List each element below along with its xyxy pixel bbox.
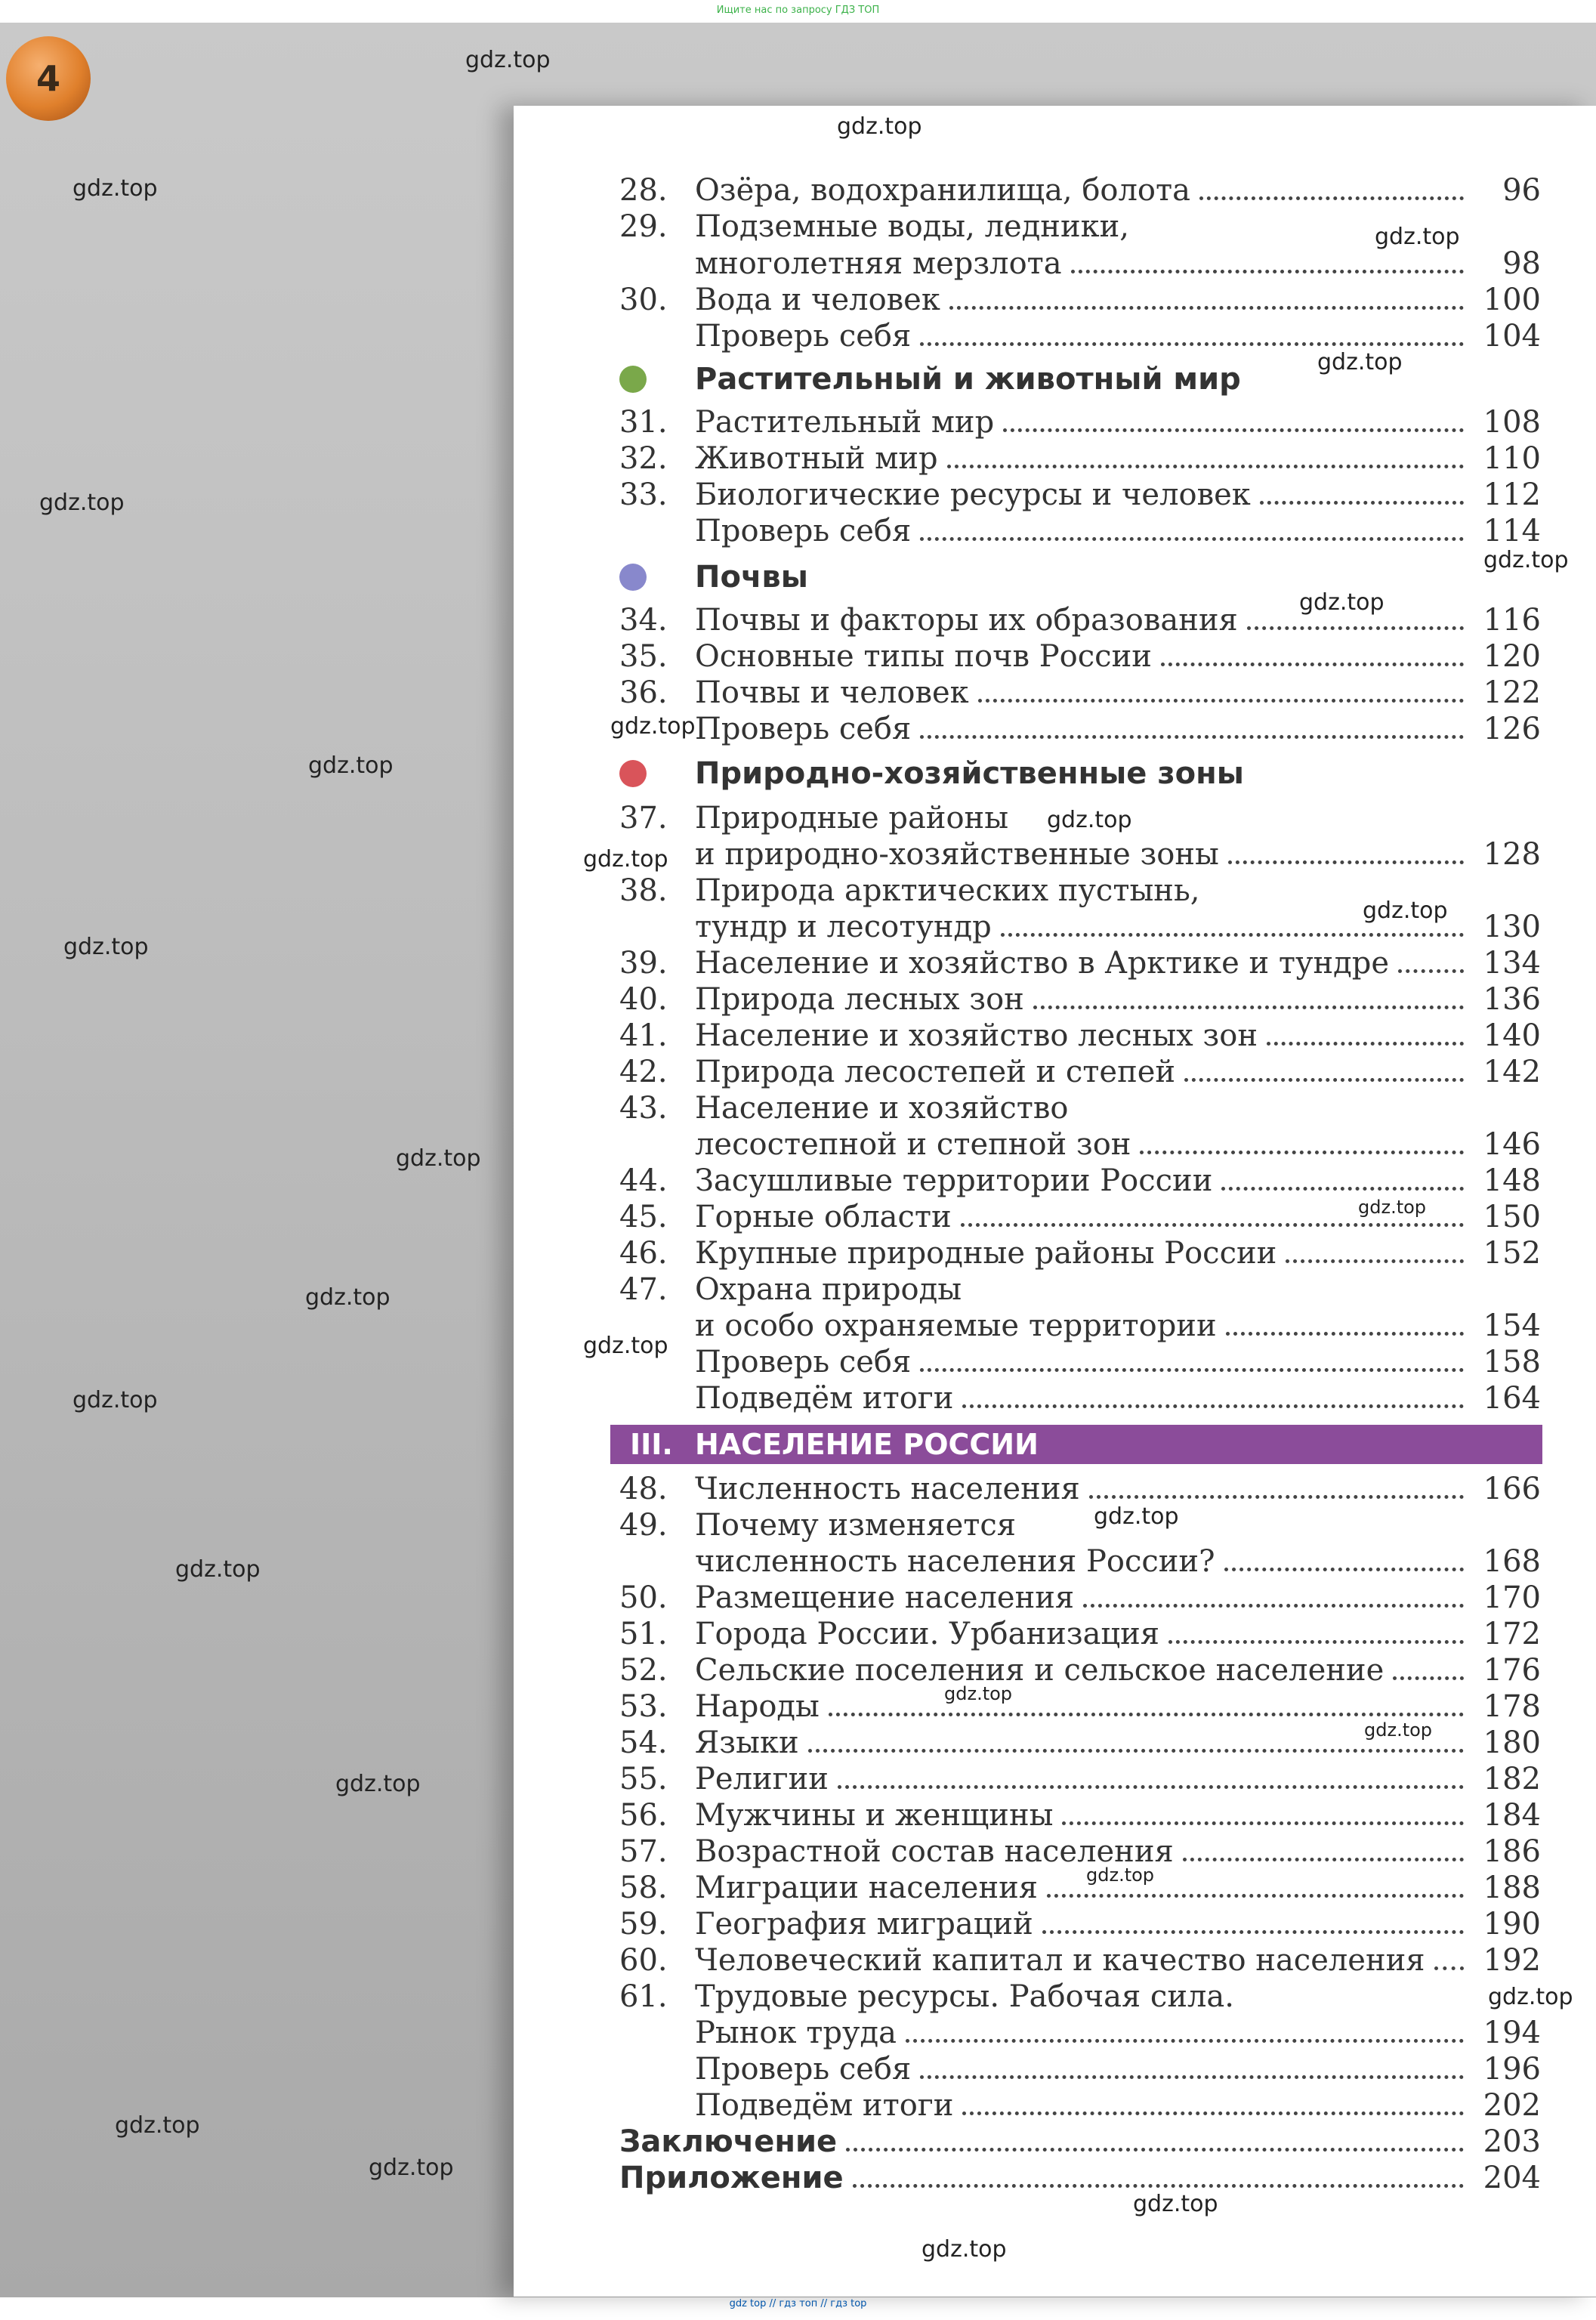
- toc-entry: [619, 438, 1541, 476]
- toc-title: Население и хозяйство лесных зон: [695, 1018, 1258, 1053]
- toc-title: Заключение: [619, 2124, 838, 2159]
- toc-page: 104: [1483, 319, 1541, 354]
- toc-page: 148: [1483, 1163, 1541, 1198]
- toc-title: Природные районы: [695, 801, 1009, 836]
- toc-entry: [619, 474, 1541, 512]
- watermark: gdz.top: [369, 2155, 454, 2181]
- toc-leader: [1247, 626, 1464, 630]
- section-title: Почвы: [695, 560, 808, 595]
- toc-number: 43.: [619, 1091, 668, 1126]
- toc-entry: [619, 1904, 1541, 1942]
- toc-page: 140: [1483, 1018, 1541, 1053]
- toc-title: Растительный мир: [695, 405, 995, 440]
- toc-number: 50.: [619, 1580, 668, 1615]
- toc-number: 56.: [619, 1798, 668, 1833]
- toc-title: Приложение: [619, 2161, 844, 2195]
- toc-page: 110: [1483, 441, 1541, 476]
- watermark: gdz.top: [837, 113, 922, 140]
- toc-entry: [619, 1867, 1541, 1905]
- toc-page: 196: [1483, 2052, 1541, 2087]
- watermark: gdz.top: [1094, 1503, 1179, 1530]
- toc-title: тундр и лесотундр: [695, 910, 992, 944]
- toc-entry-continuation: [619, 1541, 1541, 1579]
- toc-entry: [619, 511, 1541, 548]
- toc-entry: [619, 600, 1541, 638]
- toc-entry: [619, 1650, 1541, 1688]
- toc-entry: [619, 1686, 1541, 1724]
- toc-page: 178: [1483, 1689, 1541, 1724]
- toc-page: 122: [1483, 675, 1541, 710]
- toc-number: 29.: [619, 209, 668, 244]
- toc-entry-appendix: [619, 2158, 1541, 2195]
- toc-page: 176: [1483, 1653, 1541, 1688]
- toc-number: 57.: [619, 1834, 668, 1869]
- watermark: gdz.top: [1086, 1864, 1155, 1886]
- toc-entry: [619, 170, 1541, 208]
- toc-title: Проверь себя: [695, 712, 912, 746]
- watermark: gdz.top: [63, 934, 149, 960]
- watermark: gdz.top: [583, 846, 668, 873]
- toc-title: Подведём итоги: [695, 1381, 954, 1416]
- part-number: III.: [630, 1428, 673, 1461]
- watermark: gdz.top: [1483, 547, 1569, 573]
- toc-title: Охрана природы: [695, 1272, 962, 1307]
- toc-leader: [829, 1713, 1464, 1716]
- toc-title: Языки: [695, 1725, 799, 1760]
- toc-leader: [947, 465, 1464, 468]
- toc-leader: [1226, 1332, 1464, 1336]
- toc-title: лесостепной и степной зон: [695, 1127, 1131, 1162]
- part-banner-population: [610, 1425, 1542, 1464]
- toc-title: Подземные воды, ледники,: [695, 209, 1129, 244]
- toc-page: 166: [1483, 1472, 1541, 1506]
- toc-title: Природа лесостепей и степей: [695, 1055, 1176, 1089]
- toc-leader: [961, 1223, 1464, 1227]
- toc-page: 172: [1483, 1617, 1541, 1651]
- toc-number: 53.: [619, 1689, 668, 1724]
- toc-leader: [906, 2039, 1464, 2043]
- toc-title: численность населения России?: [695, 1544, 1215, 1579]
- watermark: gdz.top: [305, 1284, 391, 1311]
- watermark: gdz.top: [308, 752, 394, 779]
- toc-title: Размещение населения: [695, 1580, 1075, 1615]
- toc-title: Человеческий капитал и качество населения: [695, 1943, 1425, 1978]
- toc-page: 134: [1483, 946, 1541, 981]
- toc-title: Крупные природные районы России: [695, 1236, 1277, 1271]
- watermark: gdz.top: [39, 490, 125, 516]
- toc-title: Проверь себя: [695, 1345, 912, 1379]
- watermark: gdz.top: [175, 1556, 261, 1583]
- watermark: gdz.top: [1375, 224, 1460, 250]
- toc-page: 130: [1483, 910, 1541, 944]
- toc-title: Народы: [695, 1689, 820, 1724]
- toc-title: Проверь себя: [695, 2052, 912, 2087]
- toc-page: 190: [1483, 1907, 1541, 1942]
- toc-title: Животный мир: [695, 441, 938, 476]
- toc-number: 34.: [619, 603, 668, 638]
- watermark: gdz.top: [610, 713, 696, 740]
- watermark: gdz.top: [1358, 1197, 1427, 1218]
- toc-title: Горные области: [695, 1200, 952, 1234]
- toc-title: География миграций: [695, 1907, 1033, 1942]
- toc-number: 30.: [619, 283, 668, 317]
- toc-page: 168: [1483, 1544, 1541, 1579]
- toc-leader: [949, 306, 1464, 310]
- toc-leader: [1168, 1640, 1464, 1644]
- toc-entry: [619, 280, 1541, 317]
- toc-title: Подведём итоги: [695, 2088, 954, 2123]
- toc-page: 188: [1483, 1871, 1541, 1905]
- toc-leader: [962, 1404, 1464, 1408]
- toc-entry: [619, 709, 1541, 746]
- toc-leader: [1001, 933, 1464, 937]
- toc-entry: [619, 1795, 1541, 1833]
- toc-number: 28.: [619, 173, 668, 208]
- toc-number: 32.: [619, 441, 668, 476]
- toc-leader: [1140, 1151, 1464, 1154]
- toc-entry: [619, 1052, 1541, 1089]
- toc-leader: [1042, 1930, 1464, 1934]
- toc-leader: [1083, 1604, 1464, 1608]
- toc-entry-continuation: [619, 834, 1541, 872]
- toc-page: 186: [1483, 1834, 1541, 1869]
- watermark: gdz.top: [335, 1771, 421, 1797]
- watermark: gdz.top: [1363, 897, 1448, 924]
- toc-leader: [808, 1749, 1464, 1753]
- toc-leader: [1221, 1187, 1464, 1191]
- toc-leader: [920, 2075, 1464, 2079]
- toc-number: 31.: [619, 405, 668, 440]
- toc-number: 33.: [619, 477, 668, 512]
- section-heading-plants: [619, 358, 1241, 400]
- toc-page: 146: [1483, 1127, 1541, 1162]
- toc-page: 180: [1483, 1725, 1541, 1760]
- toc-title: Озёра, водохранилища, болота: [695, 173, 1190, 208]
- toc-entry: [619, 1976, 1541, 2014]
- toc-page: 98: [1502, 246, 1541, 281]
- section-dot-icon: [619, 366, 647, 393]
- toc-entry: [619, 402, 1541, 440]
- toc-page: 116: [1483, 603, 1541, 638]
- toc-leader: [1184, 1078, 1464, 1082]
- toc-title: Население и хозяйство в Арктике и тундре: [695, 946, 1390, 981]
- toc-title: Основные типы почв России: [695, 639, 1152, 674]
- toc-title: Население и хозяйство: [695, 1091, 1069, 1126]
- top-notice: Ищите нас по запросу ГДЗ ТОП: [716, 5, 880, 16]
- toc-leader: [1286, 1259, 1464, 1263]
- toc-title: Засушливые территории России: [695, 1163, 1213, 1198]
- toc-entry: [619, 1160, 1541, 1198]
- toc-leader: [1228, 860, 1464, 864]
- section-title: Природно-хозяйственные зоны: [695, 756, 1244, 791]
- toc-entry: [619, 672, 1541, 710]
- toc-leader: [920, 342, 1464, 346]
- part-title: НАСЕЛЕНИЕ РОССИИ: [695, 1428, 1039, 1461]
- toc-leader: [1033, 1006, 1464, 1009]
- toc-title: Миграции населения: [695, 1871, 1039, 1905]
- toc-number: 40.: [619, 982, 668, 1017]
- watermark: gdz.top: [1047, 807, 1132, 833]
- toc-title: Мужчины и женщины: [695, 1798, 1054, 1833]
- toc-number: 59.: [619, 1907, 668, 1942]
- bottom-notice: gdz top // гдз топ // гдз top: [729, 2298, 867, 2309]
- toc-leader: [978, 699, 1464, 703]
- toc-title: Религии: [695, 1762, 829, 1796]
- watermark: gdz.top: [944, 1683, 1013, 1704]
- toc-entry: [619, 2085, 1541, 2123]
- toc-title: Природа арктических пустынь,: [695, 873, 1200, 908]
- toc-leader: [1089, 1495, 1464, 1499]
- toc-number: 38.: [619, 873, 668, 908]
- watermark: gdz.top: [1364, 1719, 1433, 1741]
- toc-number: 41.: [619, 1018, 668, 1053]
- toc-number: 44.: [619, 1163, 668, 1198]
- section-title: Растительный и животный мир: [695, 362, 1241, 397]
- section-heading-zones: [619, 752, 1244, 795]
- toc-number: 51.: [619, 1617, 668, 1651]
- toc-number: 61.: [619, 1979, 668, 2014]
- watermark: gdz.top: [73, 1387, 158, 1413]
- toc-page: 194: [1483, 2016, 1541, 2050]
- toc-leader: [846, 2148, 1464, 2152]
- toc-page: 108: [1483, 405, 1541, 440]
- toc-page: 114: [1483, 514, 1541, 548]
- toc-leader: [853, 2184, 1464, 2188]
- toc-number: 48.: [619, 1472, 668, 1506]
- toc-page: 204: [1483, 2161, 1541, 2195]
- toc-leader: [920, 1368, 1464, 1372]
- toc-page: 203: [1483, 2124, 1541, 2159]
- toc-title: Трудовые ресурсы. Рабочая сила.: [695, 1979, 1234, 2014]
- watermark: gdz.top: [921, 2236, 1007, 2263]
- toc-number: 55.: [619, 1762, 668, 1796]
- toc-entry: [619, 636, 1541, 674]
- toc-page: 128: [1483, 837, 1541, 872]
- toc-number: 35.: [619, 639, 668, 674]
- toc-leader: [1393, 1676, 1464, 1680]
- watermark: gdz.top: [1317, 349, 1403, 375]
- toc-number: 42.: [619, 1055, 668, 1089]
- toc-title: Почему изменяется: [695, 1508, 1017, 1543]
- toc-leader: [838, 1785, 1464, 1789]
- toc-number: 36.: [619, 675, 668, 710]
- toc-page: 96: [1502, 173, 1541, 208]
- toc-entry: [619, 1614, 1541, 1651]
- toc-title: Рынок труда: [695, 2016, 897, 2050]
- toc-page: 120: [1483, 639, 1541, 674]
- toc-title: Сельские поселения и сельское население: [695, 1653, 1385, 1688]
- toc-entry-conclusion: [619, 2121, 1541, 2159]
- toc-number: 46.: [619, 1236, 668, 1271]
- toc-title: Природа лесных зон: [695, 982, 1024, 1017]
- toc-entry-continuation: [619, 2013, 1541, 2050]
- toc-page: 164: [1483, 1381, 1541, 1416]
- toc-entry: [619, 1505, 1541, 1543]
- toc-title: Численность населения: [695, 1472, 1080, 1506]
- toc-page: 158: [1483, 1345, 1541, 1379]
- section-heading-soils: [619, 556, 808, 598]
- toc-leader: [1199, 196, 1464, 200]
- toc-leader: [920, 735, 1464, 739]
- toc-entry: [619, 2049, 1541, 2087]
- toc-leader: [1398, 969, 1464, 973]
- toc-leader: [1047, 1894, 1464, 1898]
- toc-entry: [619, 1015, 1541, 1053]
- toc-leader: [1183, 1858, 1464, 1861]
- toc-number: 39.: [619, 946, 668, 981]
- toc-leader: [1224, 1568, 1464, 1571]
- toc-title: и особо охраняемые территории: [695, 1308, 1217, 1343]
- toc-entry-continuation: [619, 1305, 1541, 1343]
- toc-entry: [619, 979, 1541, 1017]
- toc-entry: [619, 1831, 1541, 1869]
- toc-page: 150: [1483, 1200, 1541, 1234]
- toc-leader: [1434, 1966, 1464, 1970]
- toc-number: 49.: [619, 1508, 668, 1543]
- section-dot-icon: [619, 760, 647, 787]
- toc-entry: [619, 1378, 1541, 1416]
- watermark: gdz.top: [1299, 589, 1385, 616]
- toc-leader: [1161, 663, 1464, 666]
- watermark: gdz.top: [73, 175, 158, 202]
- toc-number: 54.: [619, 1725, 668, 1760]
- watermark: gdz.top: [465, 47, 551, 73]
- toc-page: 170: [1483, 1580, 1541, 1615]
- watermark: gdz.top: [1133, 2191, 1218, 2217]
- toc-title: Почвы и факторы их образования: [695, 603, 1238, 638]
- toc-page: 126: [1483, 712, 1541, 746]
- toc-page: 152: [1483, 1236, 1541, 1271]
- toc-entry: [619, 1469, 1541, 1506]
- toc-title: Города России. Урбанизация: [695, 1617, 1160, 1651]
- toc-number: 58.: [619, 1871, 668, 1905]
- toc-entry: [619, 943, 1541, 981]
- toc-leader: [1071, 270, 1464, 273]
- toc-entry: [619, 1940, 1541, 1978]
- toc-entry: [619, 316, 1541, 354]
- toc-title: Проверь себя: [695, 319, 912, 354]
- toc-page: 184: [1483, 1798, 1541, 1833]
- toc-entry: [619, 1759, 1541, 1796]
- toc-page: 112: [1483, 477, 1541, 512]
- toc-number: 37.: [619, 801, 668, 836]
- toc-entry: [619, 1088, 1541, 1126]
- toc-title: Вода и человек: [695, 283, 940, 317]
- toc-title: Возрастной состав населения: [695, 1834, 1174, 1869]
- toc-page: 202: [1483, 2088, 1541, 2123]
- watermark: gdz.top: [1488, 1984, 1573, 2010]
- toc-title: Биологические ресурсы и человек: [695, 477, 1251, 512]
- toc-page: 154: [1483, 1308, 1541, 1343]
- toc-page: 142: [1483, 1055, 1541, 1089]
- toc-title: Проверь себя: [695, 514, 912, 548]
- toc-leader: [1003, 428, 1464, 432]
- toc-page: 136: [1483, 982, 1541, 1017]
- toc-number: 47.: [619, 1272, 668, 1307]
- toc-leader: [920, 537, 1464, 541]
- toc-number: 60.: [619, 1943, 668, 1978]
- toc-title: Почвы и человек: [695, 675, 969, 710]
- toc-entry: [619, 1269, 1541, 1307]
- toc-title: многолетняя мерзлота: [695, 246, 1062, 281]
- toc-title: и природно-хозяйственные зоны: [695, 837, 1219, 872]
- toc-page: 192: [1483, 1943, 1541, 1978]
- toc-page: 182: [1483, 1762, 1541, 1796]
- page-number-badge: 4: [6, 36, 91, 121]
- toc-entry: [619, 1342, 1541, 1379]
- toc-page: 100: [1483, 283, 1541, 317]
- section-dot-icon: [619, 564, 647, 591]
- watermark: gdz.top: [583, 1333, 668, 1359]
- toc-leader: [1062, 1821, 1464, 1825]
- toc-leader: [1260, 501, 1464, 505]
- toc-number: 45.: [619, 1200, 668, 1234]
- toc-leader: [962, 2111, 1464, 2115]
- toc-leader: [1267, 1042, 1464, 1046]
- toc-number: 52.: [619, 1653, 668, 1688]
- toc-entry-continuation: [619, 1124, 1541, 1162]
- watermark: gdz.top: [115, 2112, 200, 2139]
- toc-entry: [619, 1233, 1541, 1271]
- watermark: gdz.top: [396, 1145, 481, 1172]
- toc-entry: [619, 1577, 1541, 1615]
